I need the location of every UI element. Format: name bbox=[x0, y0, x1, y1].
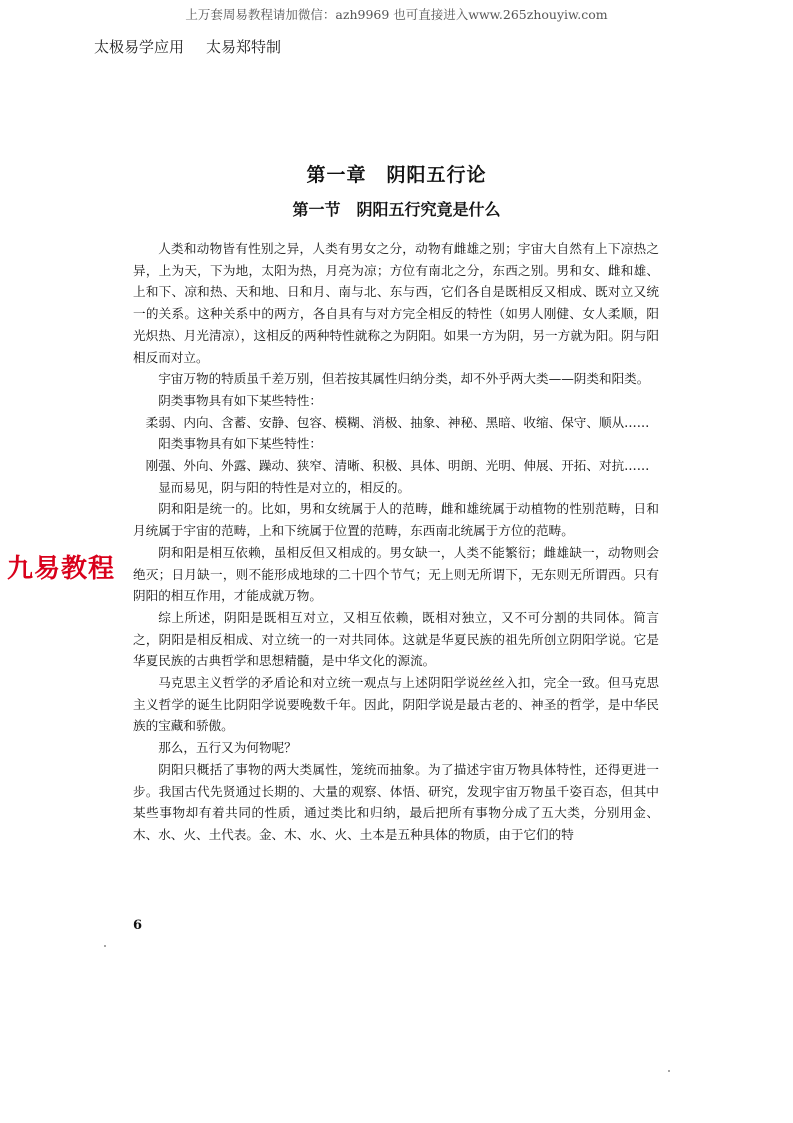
paragraph: 综上所述，阴阳是既相互对立，又相互依赖，既相对独立，又不可分割的共同体。简言之，阴阳是相反相成、对立统一的一对共同体。这就是华夏民族的祖先所创立阴阳学说。它是华夏民族的古典哲学和思想精髓，是中华文化的源流。 bbox=[133, 609, 659, 669]
running-header bbox=[94, 36, 281, 57]
paragraph: 显而易见，阴与阳的特性是对立的，相反的。 bbox=[158, 479, 411, 495]
chapter-number: 第一章 bbox=[306, 164, 367, 186]
yin-traits-list: 柔弱、内向、含蓄、安静、包容、模糊、消极、抽象、神秘、黑暗、收缩、保守、顺从…… bbox=[145, 414, 650, 430]
header-left: 太极易学应用 bbox=[94, 38, 185, 56]
section-name: 阴阳五行究竟是什么 bbox=[356, 200, 501, 219]
chapter-title bbox=[0, 160, 793, 187]
page-number: 6 bbox=[133, 918, 143, 933]
paragraph: 宇宙万物的特质虽千差万别，但若按其属性归纳分类，却不外乎两大类——阴类和阳类。 bbox=[158, 371, 650, 387]
chapter-name: 阴阳五行论 bbox=[386, 164, 487, 186]
paragraph: 那么，五行又为何物呢？ bbox=[158, 740, 297, 756]
header-right: 太易郑特制 bbox=[206, 38, 282, 56]
paragraph: 阴阳只概括了事物的两大类属性，笼统而抽象。为了描述宇宙万物具体特性，还得更进一步。我国古代先贤通过长期的、大量的观察、体悟、研究，发现宇宙万物虽千姿百态，但其中某些事物却有着共同的性质，通过类比和归纳，最后把所有事物分成了五大类，分别用金、木、水、火、土代表。金、木、水、火、土本是五种具体的物质，由于它们的特 bbox=[133, 761, 659, 842]
paragraph: 阴和阳是相互依赖，虽相反但又相成的。男女缺一，人类不能繁衍；雌雄缺一，动物则会绝灭；日月缺一，则不能形成地球的二十四个节气；无上则无所谓下，无东则无所谓西。只有阴阳的相互作用，才能成就万物。 bbox=[133, 544, 659, 604]
watermark-logo: 九易教程 bbox=[7, 554, 116, 584]
paragraph: 人类和动物皆有性别之异，人类有男女之分，动物有雌雄之别；宇宙大自然有上下凉热之异，上为天，下为地，太阳为热，月亮为凉；方位有南北之分，东西之别。男和女、雌和雄、上和下、凉和热、天和地、日和月、南与北、东与西，它们各自是既相反又相成、既对立又统一的关系。这种关系中的两方，各自具有与对方完全相反的特性（如男人刚健、女人柔顺，阳光炽热、月光清凉），这相反的两种特性就称之为阴阳。如果一方为阴，另一方就为阳。阴与阳相反而对立。 bbox=[133, 241, 659, 365]
section-number: 第一节 bbox=[292, 200, 341, 219]
top-note: 上万套周易教程请加微信：azh9969 也可直接进入www.265zhouyiw.com bbox=[185, 7, 608, 22]
body-text bbox=[133, 238, 659, 846]
paragraph: 阴类事物具有如下某些特性： bbox=[158, 392, 322, 408]
paragraph: 马克思主义哲学的矛盾论和对立统一观点与上述阴阳学说丝丝入扣，完全一致。但马克思主义哲学的诞生比阴阳学说要晚数千年。因此，阴阳学说是最古老的、神圣的哲学，是中华民族的宝藏和骄傲。 bbox=[133, 675, 659, 734]
paragraph: 阴和阳是统一的。比如，男和女统属于人的范畴，雌和雄统属于动植物的性别范畴，日和月统属于宇宙的范畴，上和下统属于位置的范畴，东西南北统属于方位的范畴。 bbox=[133, 501, 659, 539]
scan-speck bbox=[668, 1070, 670, 1072]
yang-traits-list: 刚强、外向、外露、躁动、狭窄、清晰、积极、具体、明朗、光明、伸展、开拓、对抗…… bbox=[145, 458, 650, 474]
paragraph: 阳类事物具有如下某些特性： bbox=[158, 436, 322, 452]
section-title bbox=[0, 197, 793, 220]
scan-speck bbox=[104, 945, 106, 947]
